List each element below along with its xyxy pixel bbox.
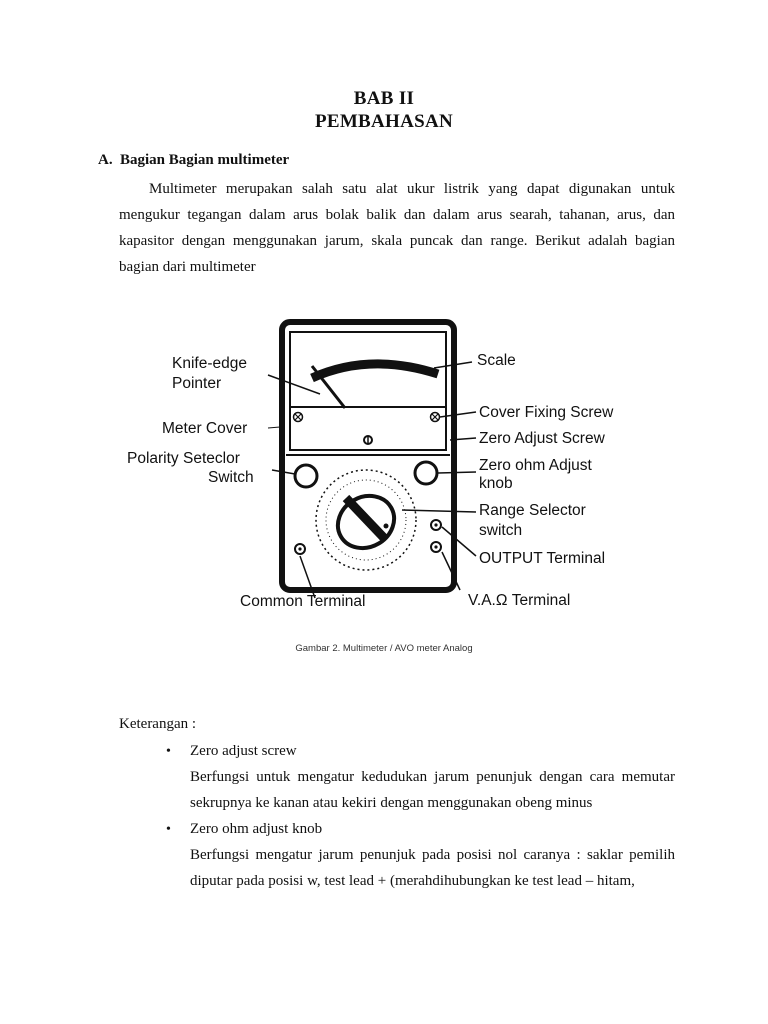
label-vao-terminal: V.A.Ω Terminal	[468, 592, 571, 609]
item-description: Berfungsi mengatur jarum penunjuk pada posisi nol caranya : saklar pemilih diputar pada posisi w, test lead + (merahdihubungkan ke test lead – hitam,	[190, 847, 675, 889]
label-polarity-switch: Switch	[208, 469, 254, 486]
bullet-marker: •	[166, 744, 171, 759]
multimeter-diagram	[120, 300, 650, 620]
intro-paragraph	[119, 176, 675, 280]
bullet-marker: •	[166, 822, 171, 837]
zero-ohm-knob	[415, 462, 437, 484]
label-pointer: Pointer	[172, 375, 222, 392]
polarity-switch	[295, 465, 317, 487]
figure-caption: Gambar 2. Multimeter / AVO meter Analog	[295, 643, 473, 654]
chapter-title: PEMBAHASAN	[314, 111, 454, 132]
section-number: A.	[98, 152, 113, 168]
chapter-number: BAB II	[353, 88, 415, 109]
section-title: Bagian Bagian multimeter	[120, 152, 290, 168]
section-heading	[98, 152, 289, 169]
item-description: Berfungsi untuk mengatur kedudukan jarum penunjuk dengan cara memutar sekrupnya ke kanan atau kekiri dengan menggunakan obeng minus	[190, 769, 675, 811]
item-title: Zero adjust screw	[190, 743, 297, 759]
keterangan-label: Keterangan :	[119, 716, 197, 732]
label-range-selector-switch: switch	[479, 522, 523, 539]
label-zero-ohm: Zero ohm Adjust	[479, 457, 592, 474]
label-scale: Scale	[477, 352, 516, 369]
label-polarity: Polarity Seteclor	[127, 450, 240, 467]
label-zero-adjust-screw: Zero Adjust Screw	[479, 430, 605, 447]
label-meter-cover: Meter Cover	[162, 420, 248, 437]
item-title: Zero ohm adjust knob	[190, 821, 323, 837]
label-cover-fixing-screw: Cover Fixing Screw	[479, 404, 614, 421]
label-knife-edge: Knife-edge	[172, 355, 247, 372]
label-common-terminal: Common Terminal	[240, 593, 366, 610]
label-zero-ohm-knob: knob	[479, 475, 513, 492]
label-output-terminal: OUTPUT Terminal	[479, 550, 606, 567]
label-range-selector: Range Selector	[479, 502, 586, 519]
intro-paragraph-text: Multimeter merupakan salah satu alat ukur listrik yang dapat digunakan untuk mengukur tegangan dalam arus bolak balik dan dalam arus searah, tahanan, arus, dan kapasitor dengan menggunakan jarum, skala puncak dan range. Berikut adalah bagian bagian dari multimeter	[119, 181, 675, 275]
